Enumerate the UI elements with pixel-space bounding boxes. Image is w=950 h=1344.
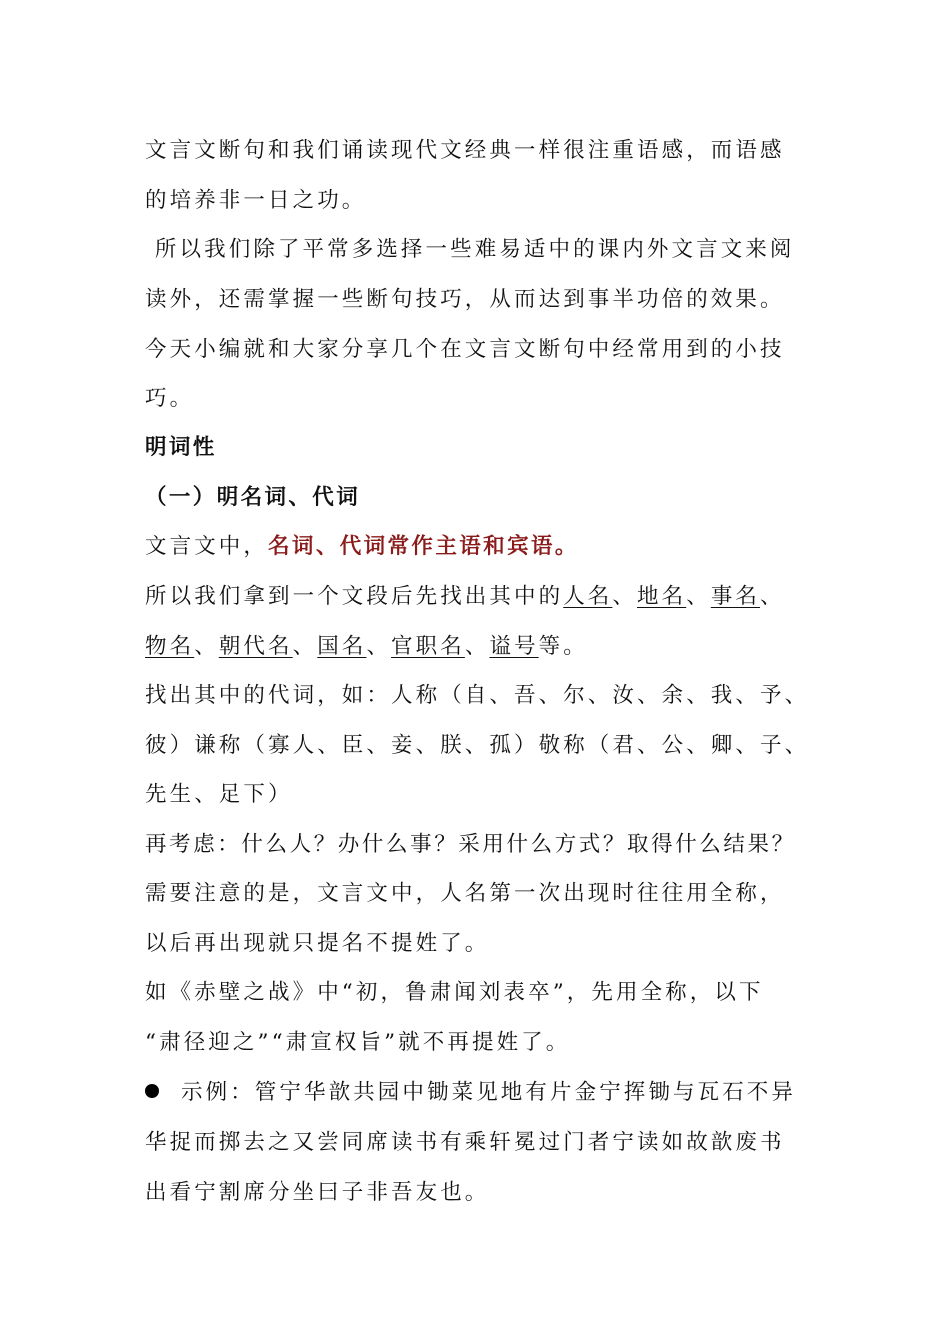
paragraph-line: 以后再出现就只提名不提姓了。 [145,931,490,956]
paragraph-line: 所以我们除了平常多选择一些难易适中的课内外文言文来阅 [145,237,795,262]
paragraph-line: “肃径迎之”“肃宣权旨”就不再提姓了。 [145,1030,571,1055]
paragraph-line: 巧。 [145,386,195,411]
example-line: 出看宁割席分坐曰子非吾友也。 [145,1180,490,1205]
paragraph-line: 如《赤壁之战》中“初，鲁肃闻刘表卒”，先用全称，以下 [145,980,764,1005]
underlined-term: 人名 [563,584,613,609]
paragraph-line [145,532,579,562]
underlined-term: 事名 [710,584,761,609]
example-line: 华捉而掷去之又尝同席读书有乘轩冕过门者宁读如故歆废书 [145,1130,785,1155]
paragraph-line: 文言文断句和我们诵读现代文经典一样很注重语感，而语感 [145,138,785,163]
separator: 、 [686,584,711,609]
underlined-term: 官职名 [391,634,465,659]
example-line [145,1078,796,1108]
paragraph-line: 找出其中的代词，如：人称（自、吾、尔、汝、余、我、予、 [145,683,810,708]
paragraph-line: 的培养非一日之功。 [145,188,367,213]
underlined-term: 物名 [145,634,195,659]
paragraph-line [145,632,588,662]
underlined-term: 地名 [637,584,687,609]
separator: 、 [464,634,490,659]
separator: 、 [612,584,638,609]
text-span: 等。 [538,634,588,659]
underlined-term: 朝代名 [218,634,293,659]
bullet-icon [145,1084,159,1098]
underlined-term: 国名 [317,634,367,659]
text-span: 示例：管宁华歆共园中锄菜见地有片金宁挥锄与瓦石不异 [181,1080,797,1105]
paragraph-line: 读外，还需掌握一些断句技巧，从而达到事半功倍的效果。 [145,287,785,312]
emphasis-text: 名词、代词常作主语和宾语。 [268,534,579,559]
section-heading: 明词性 [145,435,217,460]
paragraph-line [145,582,785,612]
text-span: 文言文中， [145,534,269,559]
paragraph-line: 今天小编就和大家分享几个在文言文断句中经常用到的小技 [145,337,785,362]
paragraph-line: 先生、足下） [145,782,293,807]
paragraph-line: 彼）谦称（寡人、臣、妾、朕、孤）敬称（君、公、卿、子、 [145,733,810,758]
separator: 、 [760,584,785,609]
underlined-term: 谥号 [489,634,539,659]
subsection-heading: （一）明名词、代词 [145,485,361,510]
text-span: 所以我们拿到一个文段后先找出其中的 [145,584,564,609]
paragraph-line: 需要注意的是，文言文中，人名第一次出现时往往用全称， [145,881,785,906]
paragraph-line: 再考虑：什么人？办什么事？采用什么方式？取得什么结果？ [145,832,796,857]
separator: 、 [366,634,392,659]
separator: 、 [292,634,318,659]
separator: 、 [194,634,219,659]
